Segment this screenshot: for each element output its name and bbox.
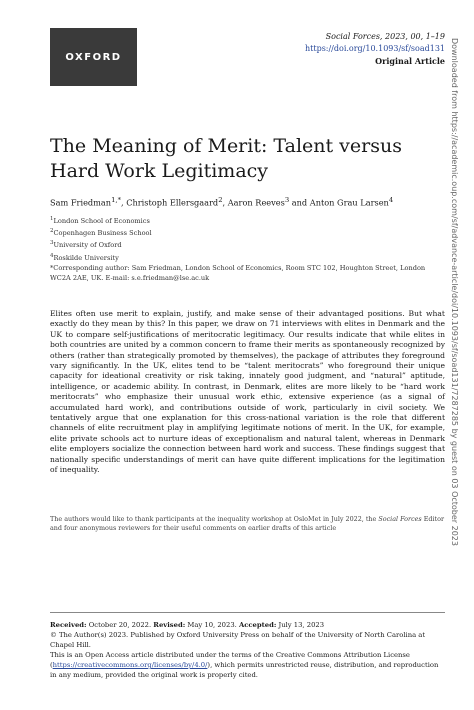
download-watermark: Downloaded from https://academic.oup.com/sf/advance-article/doi/10.1093/sf/soad131/7287285 by guest on 03 October 2023 — [450, 38, 459, 546]
abstract: Elites often use merit to explain, justify, and make sense of their advantaged positions. But what exactly do they mean by this? In this paper, we draw on 71 interviews with elites in Denmark and the UK to compare self-justifications of meritocratic legitimacy. Our results indicate that while elites in both countries are united by a common concern to frame their merits as spontaneously recognized by others (rather than strategically promoted by themselves), the package of attributes they foreground vary significantly. In the UK, elites tend to be “talent meritocrats” who foreground their unique capacity for ideational creativity or risk taking, innately good judgment, and “natural” aptitude, intelligence, or academic ability. In contrast, in Denmark, elites are more likely to be “hard work meritocrats” who emphasize their unusual work ethic, extensive experience (as a signal of accumulated hard work), and contributions outside of work, particularly in civil society. We tentatively argue that one explanation for this cross-national variation is the role that different channels of elite recruitment play in amplifying legitimate notions of merit. In the UK, for example, elite private schools act to nurture ideas of exceptionalism and natural talent, whereas in Denmark elite employers socialize the connection between hard work and success. These findings suggest that nationally specific understandings of merit can have quite different implications for the legitimation of inequality. — [50, 309, 445, 475]
author-name: Anton Grau Larsen — [309, 197, 389, 208]
affiliation-sup: 3 — [50, 240, 54, 247]
affiliation-text: Roskilde University — [53, 253, 119, 262]
affiliation-sup: 2 — [50, 228, 54, 235]
acknowledgement — [50, 515, 445, 533]
author-name: Christoph Ellersgaard — [126, 197, 219, 208]
ack-journal: Social Forces — [378, 515, 422, 523]
affiliation-sup: 4 — [50, 252, 54, 259]
revised-label: Revised: — [153, 621, 186, 629]
ack-text-end: Editor and four anonymous reviewers for their useful comments on earlier drafts of this article — [50, 515, 445, 532]
affiliation — [50, 238, 440, 250]
author-sup: 1,* — [111, 196, 122, 204]
doi-link[interactable]: https://doi.org/10.1093/sf/soad131 — [304, 44, 445, 53]
author-sup: 2 — [218, 196, 223, 204]
accepted-date: July 13, 2023 — [276, 621, 325, 629]
license-link[interactable]: https://creativecommons.org/licenses/by/4.0/ — [52, 661, 208, 669]
article-type: Original Article — [375, 56, 445, 66]
affiliation-text: Copenhagen Business School — [53, 229, 152, 238]
affiliation-sup: 1 — [50, 216, 54, 222]
license — [50, 650, 445, 680]
author-sup: 3 — [284, 196, 290, 204]
logo-text: OXFORD — [65, 51, 122, 63]
affiliation — [50, 226, 440, 238]
license-text-end: ), which permits unrestricted reuse, distribution, and reproduction in any medium, provided the original work is properly cited. — [50, 661, 439, 679]
corresponding-author: *Corresponding author: Sam Friedman, London School of Economics, Room STC 102, Houghton Street, London WC2A 2AE, UK. E-mail: s.e.friedman@lse.ac.uk — [50, 264, 426, 282]
received-date: October 20, 2022. — [86, 621, 154, 629]
affiliation-text: London School of Economics — [53, 217, 150, 226]
affiliation-text: University of Oxford — [53, 241, 122, 250]
affiliation — [50, 214, 440, 226]
ack-text: The authors would like to thank participants at the inequality workshop at OsloMet in July 2022, the — [50, 515, 379, 523]
oxford-logo — [50, 28, 137, 86]
accepted-label: Accepted: — [238, 621, 277, 629]
author-sup: 4 — [388, 196, 394, 204]
license-text: This is an Open Access article distributed under the terms of the Creative Commons Attribution License ( — [50, 651, 410, 669]
author-name: Aaron Reeves — [227, 197, 285, 208]
dates-line — [50, 620, 445, 630]
journal-meta — [305, 31, 445, 67]
author-name: Sam Friedman — [50, 197, 112, 208]
received-label: Received: — [50, 621, 87, 629]
article-footer — [50, 620, 445, 680]
journal-citation: Social Forces, 2023, 00, 1–19 — [325, 32, 445, 41]
author-list: Sam Friedman$^{1,*}$, Christoph Ellersgaard$^2$, Aaron Reeves$^3$ and Anton Grau Larsen$^4$ — [50, 196, 394, 208]
affiliation-list — [50, 214, 440, 263]
article-title: The Meaning of Merit: Talent versus Hard Work Legitimacy — [50, 135, 402, 182]
copyright: © The Author(s) 2023. Published by Oxford University Press on behalf of the University of North Carolina at Chapel Hill. — [50, 631, 426, 649]
affiliation — [50, 251, 440, 263]
revised-date: May 10, 2023. — [185, 621, 239, 629]
footer-divider — [50, 612, 445, 613]
